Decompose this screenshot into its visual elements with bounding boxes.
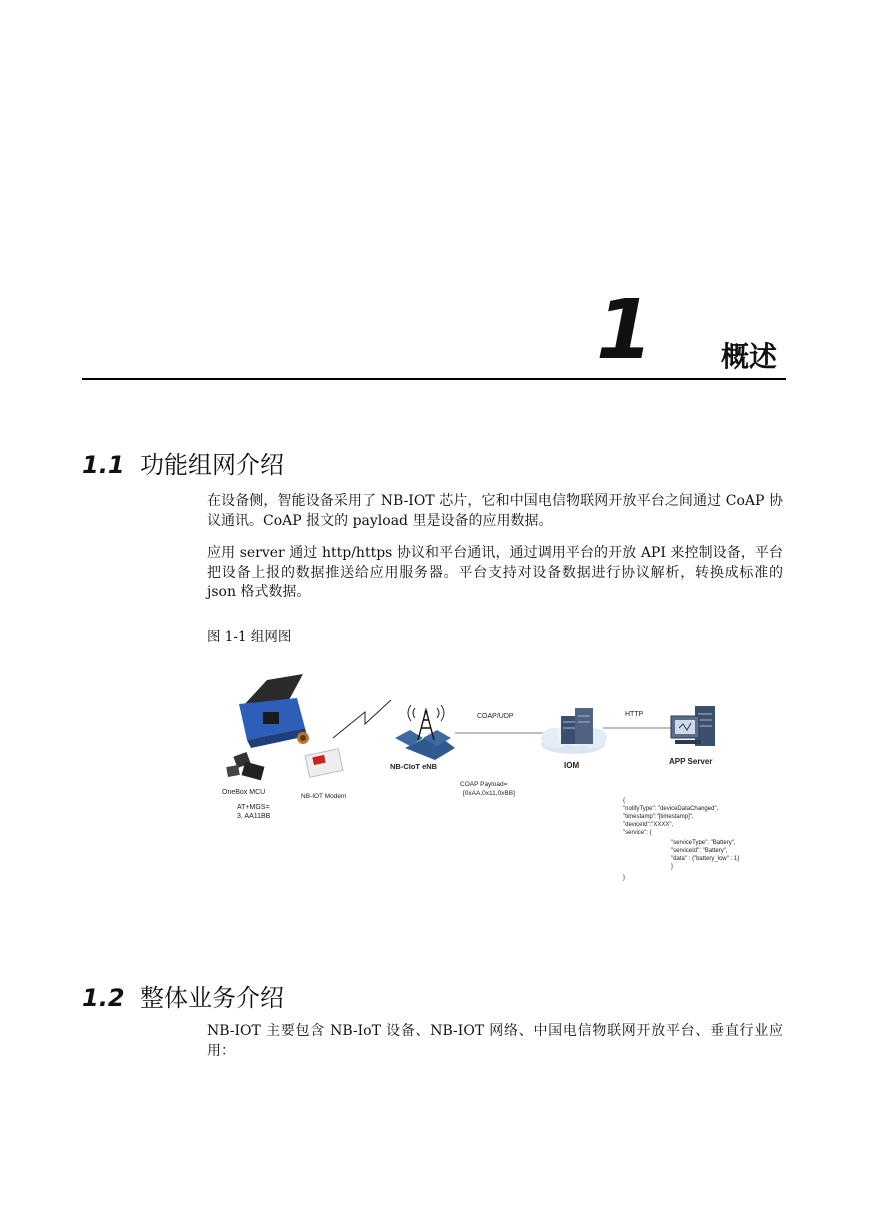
json-line: "data" : {"battery_low" : 1} bbox=[671, 856, 740, 862]
payload-label: COAP Payload= bbox=[460, 781, 508, 788]
section-number: 1.2 bbox=[82, 984, 125, 1012]
json-line: "serviceType": "Battery", bbox=[671, 840, 736, 846]
chapter-number: 1 bbox=[596, 283, 652, 378]
enb-tower-icon bbox=[395, 705, 455, 760]
json-line: "serviceId": "Battery", bbox=[671, 848, 728, 854]
wireless-link-icon bbox=[333, 700, 391, 738]
section-heading bbox=[82, 983, 284, 1013]
modem-label: NB-IOT Modem bbox=[301, 793, 347, 800]
payload-value: [0xAA,0x11,0xBB] bbox=[463, 790, 515, 797]
paragraph: 应用 server 通过 http/https 协议和平台通讯，通过调用平台的开放 API 来控制设备，平台把设备上报的数据推送给应用服务器。平台支持对设备数据进行协议解析，转换成标准的 json 格式数据。 bbox=[207, 545, 783, 600]
iom-label: IOM bbox=[564, 761, 580, 770]
json-line: "notifyType": "deviceDataChanged", bbox=[623, 806, 719, 812]
app-server-label: APP Server bbox=[669, 757, 713, 766]
at-command-value: 3, AA11BB bbox=[237, 813, 271, 820]
chapter-title: 概述 bbox=[721, 340, 778, 373]
modem-chip-icon bbox=[305, 749, 343, 778]
http-label: HTTP bbox=[625, 711, 644, 718]
section-number: 1.1 bbox=[82, 451, 125, 479]
section-heading bbox=[82, 450, 284, 480]
app-server-icon bbox=[671, 706, 715, 746]
json-line: "timestamp":"[timestamp]", bbox=[623, 814, 694, 820]
section-title: 整体业务介绍 bbox=[140, 984, 284, 1012]
onebox-device-icon bbox=[239, 674, 309, 748]
json-line: "deviceId":"XXXX", bbox=[623, 822, 674, 828]
json-line: } bbox=[623, 875, 626, 881]
paragraph: NB-IOT 主要包含 NB-IoT 设备、NB-IOT 网络、中国电信物联网开放平台、垂直行业应用： bbox=[207, 1023, 783, 1059]
mcu-label: OneBox MCU bbox=[222, 789, 266, 796]
at-command-line: AT+MGS= bbox=[237, 804, 270, 811]
network-diagram bbox=[205, 668, 795, 890]
json-line: { bbox=[623, 798, 626, 804]
enb-label: NB-CIoT eNB bbox=[390, 762, 438, 771]
paragraph: 在设备侧，智能设备采用了 NB-IOT 芯片，它和中国电信物联网开放平台之间通过 CoAP 协议通讯。CoAP 报文的 payload 里是设备的应用数据。 bbox=[207, 493, 783, 529]
figure-caption: 图 1-1 组网图 bbox=[207, 629, 292, 645]
json-line: "service": { bbox=[623, 830, 652, 836]
section-title: 功能组网介绍 bbox=[140, 451, 284, 479]
json-notification bbox=[623, 798, 739, 881]
iom-cloud-server-icon bbox=[541, 708, 607, 754]
mcu-chip-icon bbox=[226, 752, 264, 780]
coap-protocol-label: COAP/UDP bbox=[477, 713, 514, 720]
json-line: } bbox=[671, 864, 674, 870]
chapter-divider bbox=[82, 378, 786, 380]
